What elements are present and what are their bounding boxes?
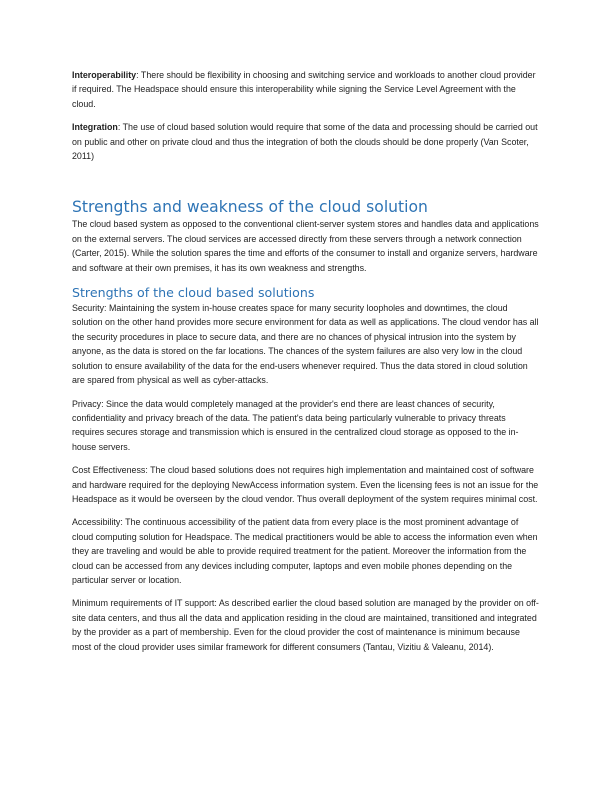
subsection-heading: Strengths of the cloud based solutions: [72, 285, 315, 301]
term-integration: Integration: [72, 122, 118, 133]
term-interoperability: Interoperability: [72, 70, 137, 80]
paragraph-it-support: Minimum requirements of IT support: As described earlier the cloud based solution are managed by the provider on off-site data centers, and thus all the data and application residing in the cloud are maintained, transitioned and integrated by the provider as a part of membership. Even for the cloud provider the cost of maintenance is minimum because most of the cloud provider uses similar framework for different consumers (Tantau, Vizitiu & Valeanu, 2014).: [72, 598, 539, 652]
paragraph-text: : The use of cloud based solution would require that some of the data and processing should be carried out on public and other on private cloud and thus the integration of both the clouds should be done properly (Van Scoter, 2011): [72, 122, 538, 162]
paragraph-privacy: Privacy: Since the data would completely managed at the provider's end there are least chances of security, confidentiality and privacy breach of the data. The patient's data being particularly vulnerable to privacy threats requires secures storage and transmission which is ensured in the centralized cloud storage as opposed to the in-house servers.: [72, 398, 519, 452]
paragraph-integration: [72, 120, 540, 163]
paragraph-interoperability: [72, 68, 540, 111]
paragraph-text: : There should be flexibility in choosing and switching service and workloads to another cloud provider if required. The Headspace should ensure this interoperability while signing the Service Level Agreement with the cloud.: [72, 70, 536, 109]
section-intro: The cloud based system as opposed to the conventional client-server system stores and handles data and applications on the external servers. The cloud services are accessed directly from these servers through a network connection (Carter, 2015). While the solution spares the time and efforts of the consumer to install and organize servers, hardware and software at their own premises, it has its own weakness and strengths.: [72, 219, 539, 273]
paragraph-cost-effectiveness: Cost Effectiveness: The cloud based solutions does not requires high implementation and maintained cost of software and hardware required for the deploying NewAccess information system. Even the licensing fees is not an issue for the Headspace as it would be overseen by the cloud vendor. Thus overall deployment of the system requires minimal cost.: [72, 465, 539, 504]
paragraph-security: Security: Maintaining the system in-house creates space for many security loopholes and downtimes, the cloud solution on the other hand provides more secure environment for data as well as applications. The cloud vendor has all the security procedures in place to secure data, and there are no chances of physical intrusion into the system by anyone, as the data is stored on the far locations. The chances of the system failures are also very low in the cloud solution to ensure availability of the data for the end-users whenever required. Thus the data stored in cloud solution are spared from physical as well as cyber-attacks.: [72, 303, 539, 386]
section-heading: Strengths and weakness of the cloud solution: [72, 198, 428, 217]
paragraph-accessibility: Accessibility: The continuous accessibility of the patient data from every place is the most prominent advantage of cloud computing solution for Headspace. The medical practitioners would be able to access the information even when they are traveling and would be able to provide required treatment for the patient. Moreover the information from the cloud can be accessed from any devices including computer, laptops and even mobile phones depending on the particular server or location.: [72, 517, 538, 585]
